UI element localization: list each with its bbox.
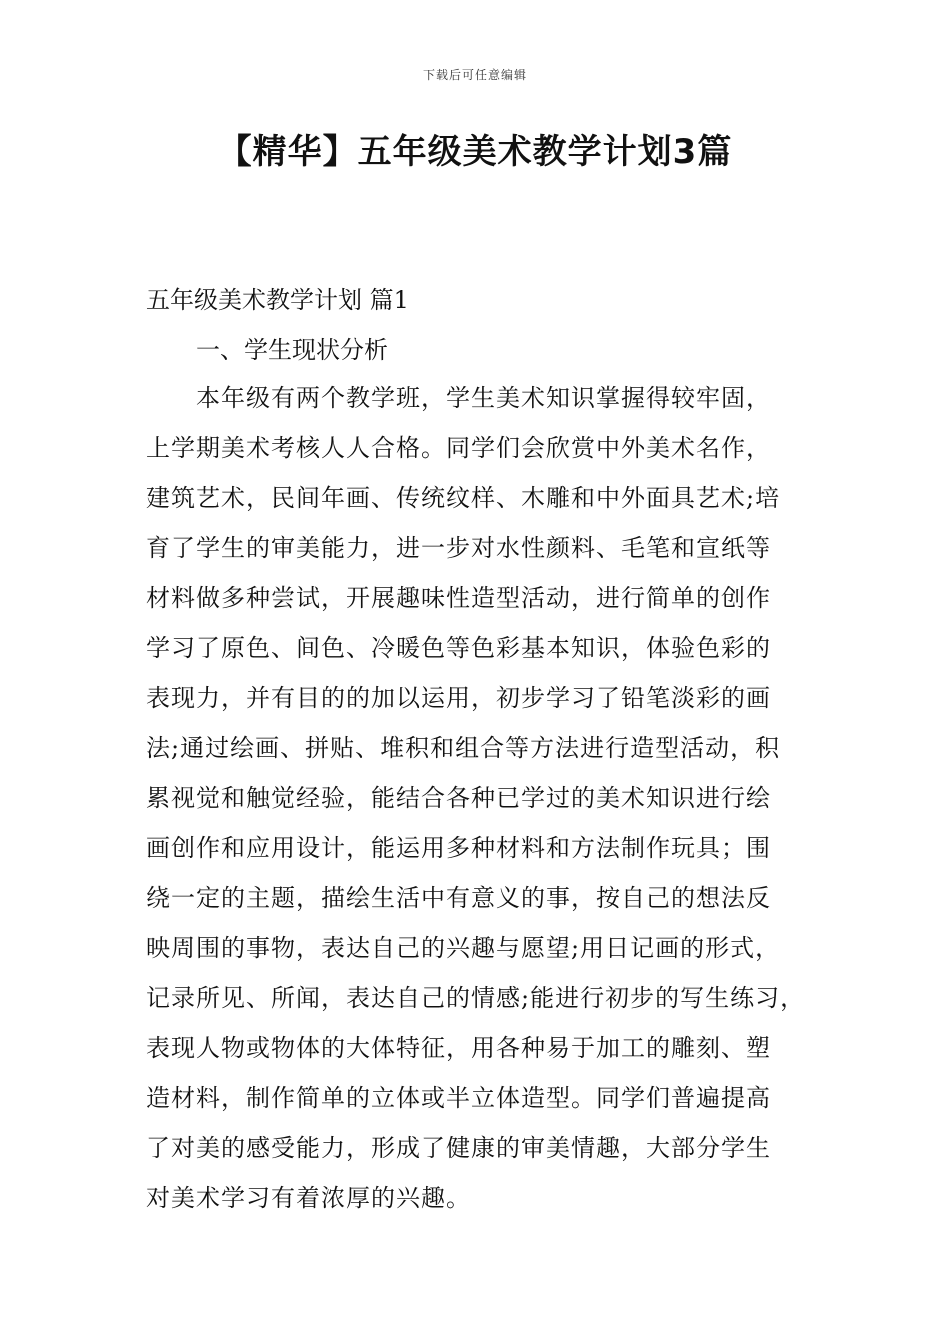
paragraph-line: 累视觉和触觉经验，能结合各种已学过的美术知识进行绘 xyxy=(146,784,771,812)
paragraph-line: 学习了原色、间色、冷暖色等色彩基本知识，体验色彩的 xyxy=(146,634,771,662)
paragraph-line: 本年级有两个教学班，学生美术知识掌握得较牢固， xyxy=(196,384,771,412)
paragraph-line: 育了学生的审美能力，进一步对水性颜料、毛笔和宣纸等 xyxy=(146,534,771,562)
paragraph-line: 表现力，并有目的的加以运用，初步学习了铅笔淡彩的画 xyxy=(146,684,771,712)
paragraph-line: 上学期美术考核人人合格。同学们会欣赏中外美术名作， xyxy=(146,434,771,462)
document-title: 【精华】五年级美术教学计划3篇 xyxy=(217,132,733,172)
paragraph-line: 材料做多种尝试，开展趣味性造型活动，进行简单的创作 xyxy=(146,584,771,612)
paragraph-line: 对美术学习有着浓厚的兴趣。 xyxy=(146,1184,471,1212)
paragraph-line: 记录所见、所闻，表达自己的情感;能进行初步的写生练习， xyxy=(146,984,806,1012)
section-heading: 五年级美术教学计划 篇1 xyxy=(146,286,409,314)
paragraph-line: 法;通过绘画、拼贴、堆积和组合等方法进行造型活动，积 xyxy=(146,734,781,762)
paragraph-line: 了对美的感受能力，形成了健康的审美情趣，大部分学生 xyxy=(146,1134,771,1162)
paragraph-line: 造材料，制作简单的立体或半立体造型。同学们普遍提高 xyxy=(146,1084,771,1112)
header-note: 下载后可任意编辑 xyxy=(422,68,527,82)
sub-heading: 一、学生现状分析 xyxy=(196,336,388,364)
paragraph-line: 建筑艺术，民间年画、传统纹样、木雕和中外面具艺术;培 xyxy=(146,484,781,512)
paragraph-line: 表现人物或物体的大体特征，用各种易于加工的雕刻、塑 xyxy=(146,1034,771,1062)
paragraph-line: 绕一定的主题，描绘生活中有意义的事，按自己的想法反 xyxy=(146,884,771,912)
body-paragraph xyxy=(146,380,826,1230)
paragraph-line: 映周围的事物，表达自己的兴趣与愿望;用日记画的形式， xyxy=(146,934,781,962)
paragraph-line: 画创作和应用设计，能运用多种材料和方法制作玩具；围 xyxy=(146,834,771,862)
